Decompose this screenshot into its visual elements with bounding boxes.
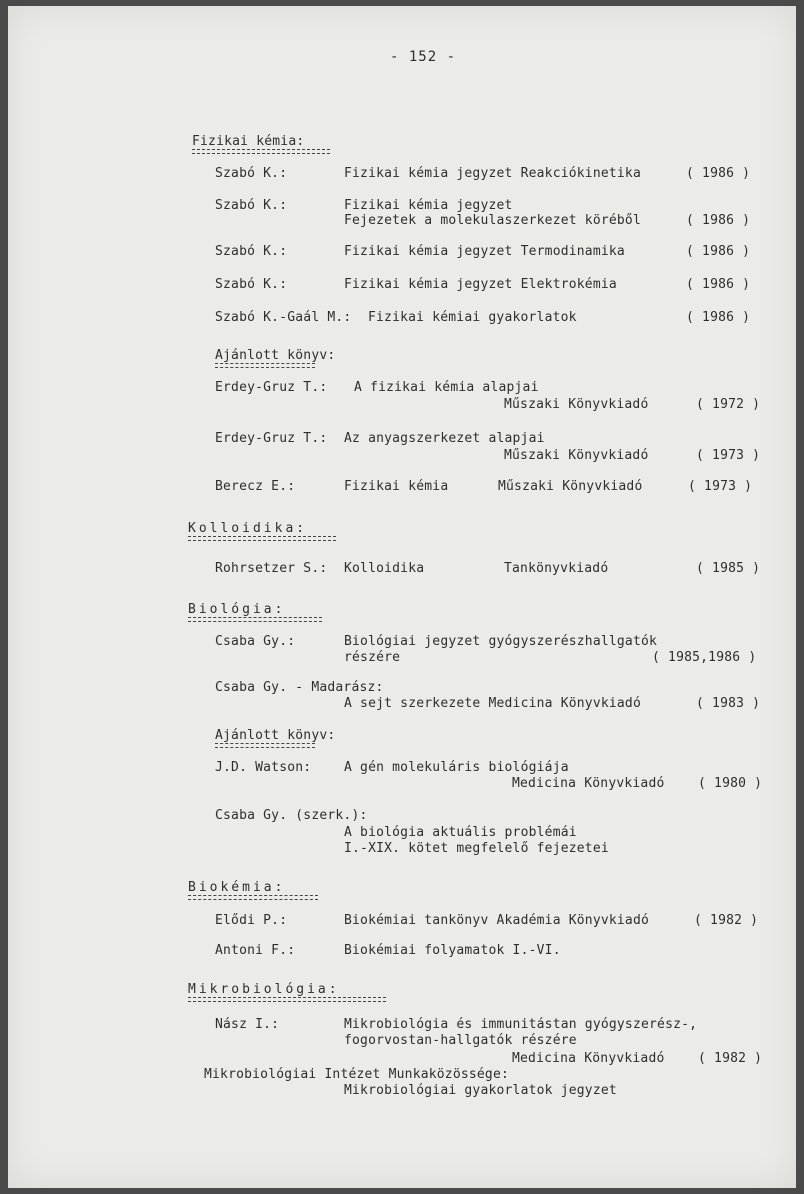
entry-author: Rohrsetzer S.: <box>215 561 328 576</box>
entry-subtitle: részére <box>344 650 401 665</box>
entry-author: Berecz E.: <box>215 479 296 494</box>
entry-publisher: Medicina Könyvkiadó <box>512 776 665 791</box>
entry-author: Csaba Gy. - Madarász: <box>215 680 384 695</box>
institute-line: Mikrobiológiai Intézet Munkaközössége: <box>204 1067 510 1082</box>
heading-underline <box>215 743 315 748</box>
entry-title: Biológiai jegyzet gyógyszerészhallgatók <box>344 634 658 649</box>
entry-publisher: Műszaki Könyvkiadó <box>504 448 649 463</box>
institute-course: Mikrobiológiai gyakorlatok jegyzet <box>344 1083 617 1098</box>
entry-title: A biológia aktuális problémái <box>344 825 577 840</box>
entry-title: A fizikai kémia alapjai <box>354 380 539 395</box>
entry-subtitle: fogorvostan-hallgatók részére <box>344 1033 577 1048</box>
entry-year: ( 1986 ) <box>686 166 751 181</box>
entry-year: ( 1986 ) <box>686 277 751 292</box>
entry-year: ( 1973 ) <box>688 479 753 494</box>
entry-title: A gén molekuláris biológiája <box>344 760 569 775</box>
heading-underline <box>192 149 330 154</box>
entry-year: ( 1986 ) <box>686 213 751 228</box>
section-heading-ajanlott-konyv: Ajánlott könyv: <box>215 348 336 363</box>
document-page <box>8 6 796 1188</box>
entry-publisher: Műszaki Könyvkiadó <box>504 397 649 412</box>
section-heading-kolloidika: Kolloidika: <box>188 521 308 536</box>
entry-author: Erdey-Gruz T.: <box>215 380 328 395</box>
entry-author: Nász I.: <box>215 1017 280 1032</box>
entry-year: ( 1982 ) <box>698 1051 763 1066</box>
section-heading-mikrobiologia: Mikrobiológia: <box>188 982 340 997</box>
entry-author: Csaba Gy.: <box>215 634 296 649</box>
entry-year: ( 1973 ) <box>696 448 761 463</box>
entry-year: ( 1986 ) <box>686 244 751 259</box>
section-heading-ajanlott-konyv: Ajánlott könyv: <box>215 728 336 743</box>
entry-author: Csaba Gy. (szerk.): <box>215 808 368 823</box>
entry-year: ( 1986 ) <box>686 310 751 325</box>
entry-author: Antoni F.: <box>215 943 296 958</box>
entry-title: Kolloidika <box>344 561 425 576</box>
heading-underline <box>188 617 322 622</box>
page-number: - 152 - <box>390 49 457 65</box>
heading-underline <box>188 895 318 900</box>
entry-year: ( 1980 ) <box>698 776 763 791</box>
entry-author: Szabó K.: <box>215 198 288 213</box>
entry-author: Szabó K.-Gaál M.: <box>215 310 352 325</box>
entry-author: Elődi P.: <box>215 913 288 928</box>
entry-title: Fizikai kémia jegyzet Elektrokémia <box>344 277 617 292</box>
entry-title: Mikrobiológia és immunitástan gyógyszerész-, <box>344 1017 698 1032</box>
entry-year: ( 1985,1986 ) <box>652 650 757 665</box>
section-heading-biologia: Biológia: <box>188 602 286 617</box>
entry-year: ( 1972 ) <box>696 397 761 412</box>
entry-author: Szabó K.: <box>215 244 288 259</box>
heading-underline <box>188 536 336 541</box>
heading-underline <box>215 363 315 368</box>
entry-subtitle: I.-XIX. kötet megfelelő fejezetei <box>344 841 609 856</box>
entry-year: ( 1983 ) <box>696 696 761 711</box>
entry-year: ( 1985 ) <box>696 561 761 576</box>
entry-publisher: Műszaki Könyvkiadó <box>498 479 643 494</box>
entry-publisher: Medicina Könyvkiadó <box>512 1051 665 1066</box>
entry-author: Szabó K.: <box>215 166 288 181</box>
entry-title: Fizikai kémia jegyzet <box>344 198 513 213</box>
entry-subtitle: Fejezetek a molekulaszerkezet köréből <box>344 213 641 228</box>
entry-title: Az anyagszerkezet alapjai <box>344 431 545 446</box>
entry-author: Erdey-Gruz T.: <box>215 431 328 446</box>
entry-title: A sejt szerkezete Medicina Könyvkiadó <box>344 696 641 711</box>
entry-title: Fizikai kémiai gyakorlatok <box>368 310 577 325</box>
entry-author: J.D. Watson: <box>215 760 312 775</box>
heading-underline <box>188 997 386 1002</box>
entry-year: ( 1982 ) <box>694 913 759 928</box>
entry-title: Fizikai kémia <box>344 479 449 494</box>
entry-title: Biokémiai folyamatok I.-VI. <box>344 943 561 958</box>
entry-publisher: Tankönyvkiadó <box>504 561 609 576</box>
entry-title: Fizikai kémia jegyzet Termodinamika <box>344 244 625 259</box>
entry-title: Biokémiai tankönyv Akadémia Könyvkiadó <box>344 913 650 928</box>
entry-title: Fizikai kémia jegyzet Reakciókinetika <box>344 166 641 181</box>
section-heading-fizikai-kemia: Fizikai kémia: <box>192 134 305 149</box>
section-heading-biokemia: Biokémia: <box>188 880 286 895</box>
entry-author: Szabó K.: <box>215 277 288 292</box>
